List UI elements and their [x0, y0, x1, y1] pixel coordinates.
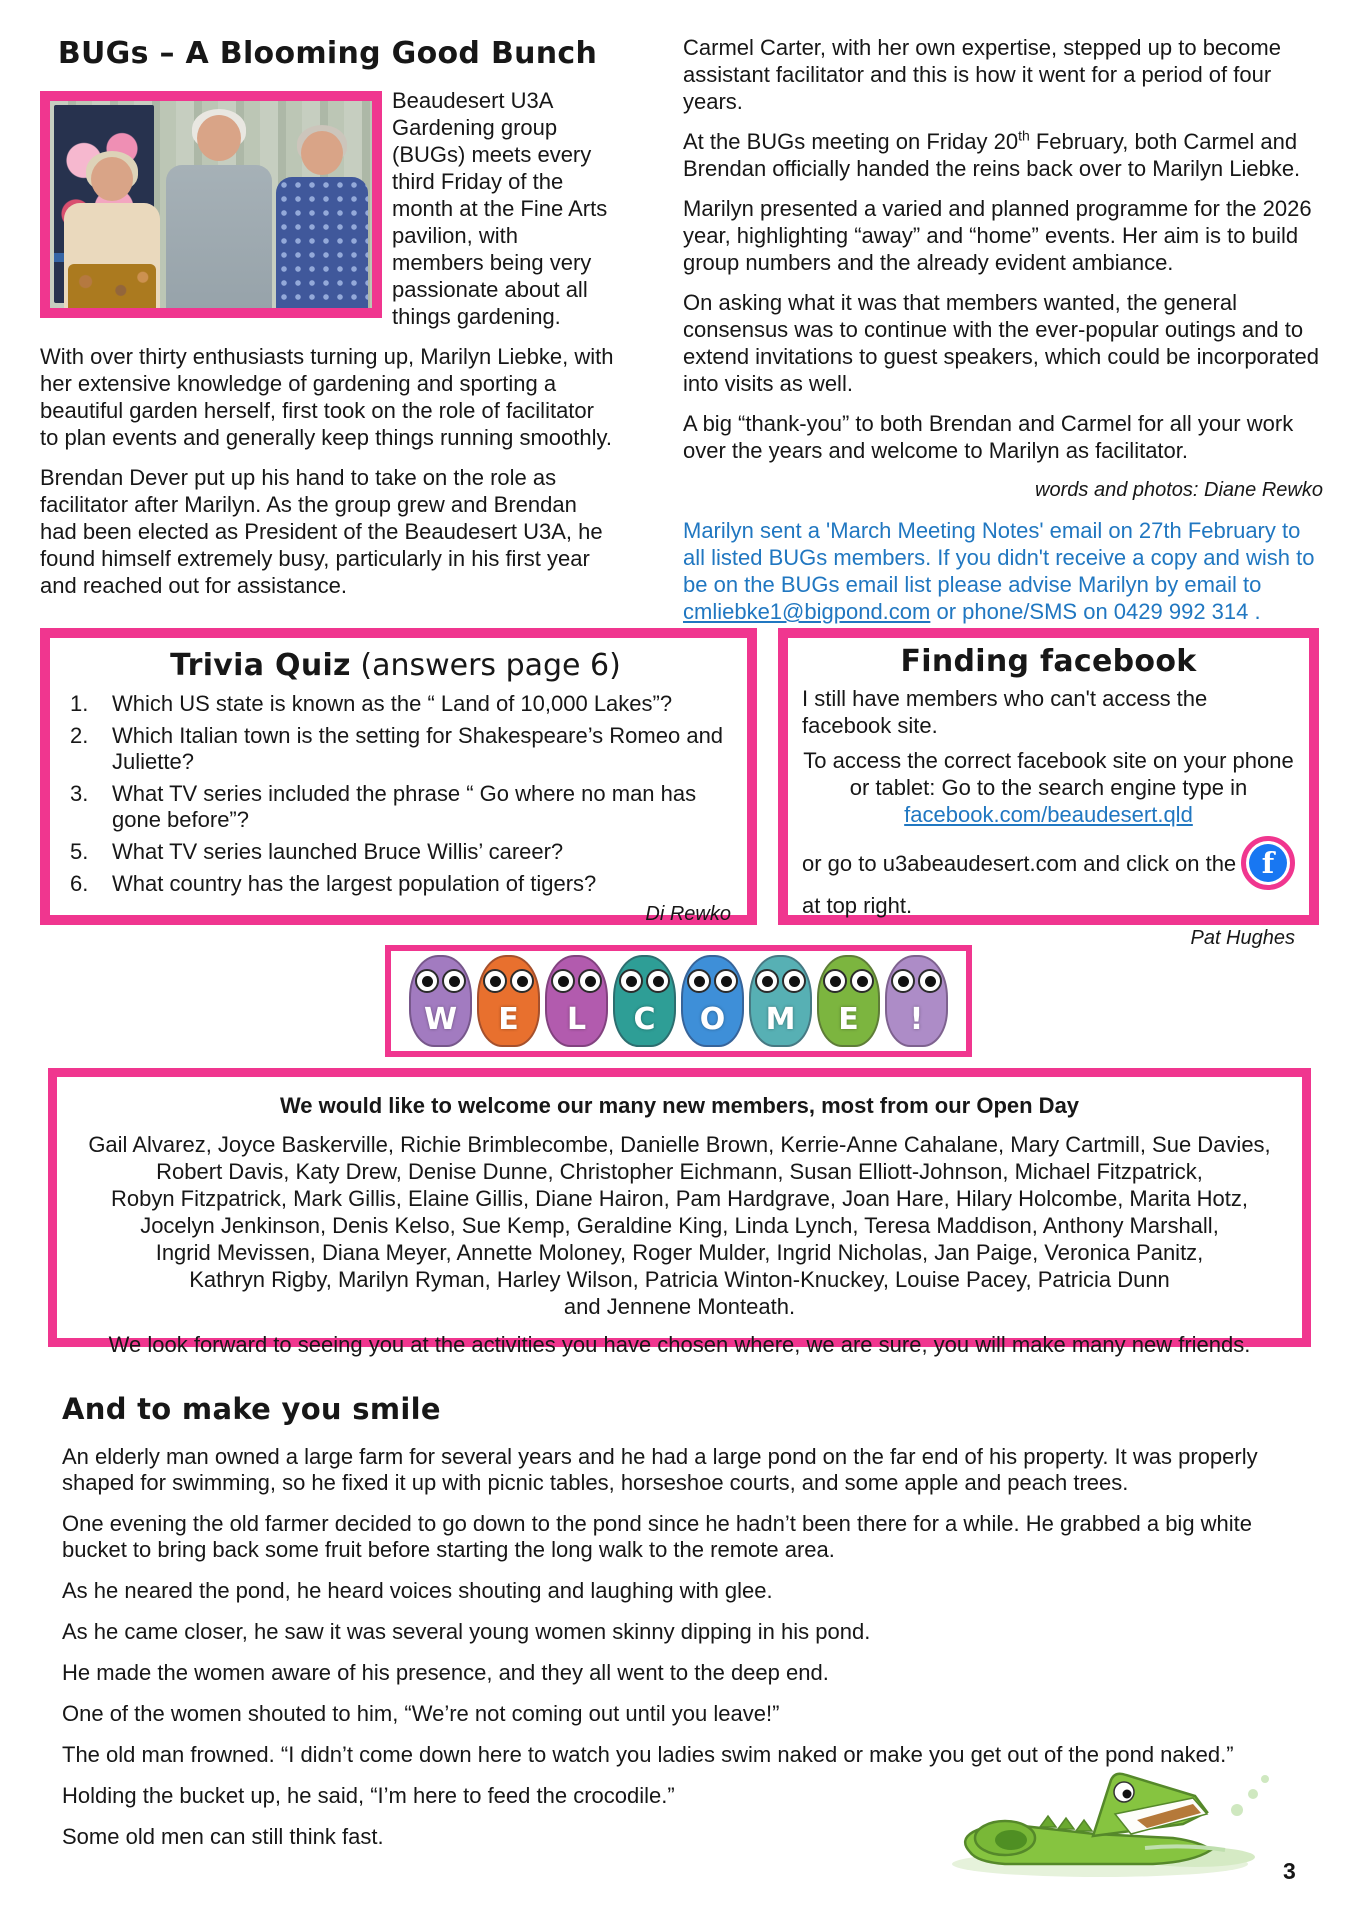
trivia-question-2: 2. Which Italian town is the setting for Shakespeare’s Romeo and Juliette? [70, 723, 724, 774]
bugs-article-right-column [683, 34, 1323, 638]
bugs-paragraph-3: Brendan Dever put up his hand to take on the role as facilitator after Marilyn. As the group grew and Brendan had been elected as President of the Beaudesert U3A, he found himself extremely busy, particularly in his first year and reached out for assistance. [40, 465, 603, 598]
new-members-line-1: Gail Alvarez, Joyce Baskerville, Richie Brimblecombe, Danielle Brown, Kerrie-Anne Cahalane, Mary Cartmill, Sue Davies, [88, 1132, 1271, 1157]
crocodile-image [945, 1752, 1290, 1892]
new-members-heading: We would like to welcome our many new members, most from our Open Day [279, 1093, 1080, 1118]
finding-facebook-title: Finding facebook [900, 644, 1197, 679]
trivia-quiz-box [40, 628, 757, 925]
smile-paragraph-2: One evening the old farmer decided to go down to the pond since he hadn’t been there for a while. He grabbed a big white bucket to bring back some fruit before starting the long walk to the remote area. [62, 1511, 1253, 1562]
smile-paragraph-3: As he neared the pond, he heard voices shouting and laughing with glee. [62, 1578, 773, 1603]
new-members-box [48, 1068, 1311, 1357]
owl-letter-c: C [613, 955, 676, 1047]
bugs-article [40, 36, 615, 612]
new-members-line-3: Robyn Fitzpatrick, Mark Gillis, Elaine Gillis, Diane Hairon, Pam Hardgrave, Joan Hare, Hilary Holcombe, Marita Hotz, [110, 1186, 1249, 1211]
trivia-question-3: 3. What TV series included the phrase “ Go where no man has gone before”? [70, 781, 697, 832]
finding-facebook-box [778, 628, 1319, 949]
page-number: 3 [1283, 1858, 1296, 1884]
new-members-line-5: Ingrid Mevissen, Diana Meyer, Annette Moloney, Roger Mulder, Ingrid Nicholas, Jan Paige, Veronica Panitz, [155, 1240, 1204, 1265]
ordinal-superscript: th [1018, 127, 1030, 144]
facebook-link[interactable]: facebook.com/beaudesert.qld [904, 802, 1193, 827]
right-paragraph-2: At the BUGs meeting on Friday 20th February, both Carmel and Brendan officially handed the reins back over to Marilyn Liebke. [683, 127, 1301, 181]
facebook-icon: f [1241, 836, 1295, 890]
trivia-quiz-title: Trivia Quiz (answers page 6) [170, 648, 621, 683]
trivia-question-1: 1. Which US state is known as the “ Land of 10,000 Lakes”? [70, 691, 673, 716]
new-members-line-6: Kathryn Rigby, Marilyn Ryman, Harley Wilson, Patricia Winton-Knuckey, Louise Pacey, Patricia Dunn [189, 1267, 1170, 1292]
welcome-owls-image [385, 945, 972, 1057]
photo-person-left [64, 155, 160, 308]
owl-letter-l: L [545, 955, 608, 1047]
smile-paragraph-4: As he came closer, he saw it was several young women skinny dipping in his pond. [62, 1619, 871, 1644]
owl-letter-e2: E [817, 955, 880, 1047]
owl-letter-exclaim: ! [885, 955, 948, 1047]
owl-letter-m: M [749, 955, 812, 1047]
facebook-paragraph-3-tail: at top right. [802, 893, 913, 918]
smile-paragraph-9: Some old men can still think fast. [62, 1824, 384, 1849]
photo-credit: words and photos: Diane Rewko [1035, 479, 1323, 501]
email-link[interactable]: cmliebke1@bigpond.com [683, 599, 931, 624]
facebook-credit: Pat Hughes [1190, 927, 1295, 949]
right-paragraph-3: Marilyn presented a varied and planned programme for the 2026 year, highlighting “away” and “home” events. Her aim is to build group numbers and the already evident ambiance. [683, 196, 1312, 275]
new-members-line-2: Robert Davis, Katy Drew, Denise Dunne, Christopher Eichmann, Susan Elliott-Johnson, Michael Fitzpatrick, [156, 1159, 1203, 1184]
trivia-credit: Di Rewko [645, 903, 731, 925]
trivia-question-5: 5. What TV series launched Bruce Willis’ career? [70, 839, 564, 864]
right-paragraph-5: A big “thank-you” to both Brendan and Carmel for all your work over the years and welcome to Marilyn as facilitator. [683, 411, 1294, 463]
bugs-paragraph-2: With over thirty enthusiasts turning up, Marilyn Liebke, with her extensive knowledge of gardening and sporting a beautiful garden herself, first took on the role of facilitator to plan events and generally keep things running smoothly. [40, 344, 614, 450]
smile-paragraph-1: An elderly man owned a large farm for several years and he had a large pond on the far end of his property. It was properly shaped for swimming, so he fixed it up with picnic tables, horseshoe courts, and some apple and peach trees. [62, 1444, 1258, 1495]
bugs-paragraph-1: Beaudesert U3A Gardening group (BUGs) meets every third Friday of the month at the Fine Arts pavilion, with members being very passionate about all things gardening. [392, 88, 608, 329]
owl-letter-e1: E [477, 955, 540, 1047]
smile-paragraph-8: Holding the bucket up, he said, “I’m here to feed the crocodile.” [62, 1783, 675, 1808]
owl-letter-o: O [681, 955, 744, 1047]
right-paragraph-1: Carmel Carter, with her own expertise, stepped up to become assistant facilitator and this is how it went for a period of four years. [683, 35, 1281, 114]
smile-paragraph-5: He made the women aware of his presence, and they all went to the deep end. [62, 1660, 829, 1685]
facebook-paragraph-1: I still have members who can't access the facebook site. [802, 686, 1208, 738]
owl-letter-w: W [409, 955, 472, 1047]
facebook-paragraph-2: To access the correct facebook site on your phone or tablet: Go to the search engine type in facebook.com/beaudesert.qld [803, 748, 1294, 827]
smile-paragraph-6: One of the women shouted to him, “We’re not coming out until you leave!” [62, 1701, 780, 1726]
bugs-group-photo [40, 91, 382, 318]
photo-person-right [276, 129, 368, 308]
bugs-article-title: BUGs – A Blooming Good Bunch [57, 36, 598, 71]
right-paragraph-4: On asking what it was that members wanted, the general consensus was to continue with the ever-popular outings and to extend invitations to guest speakers, which could be incorporated into visits as well. [683, 290, 1319, 396]
facebook-paragraph-3: or go to u3abeaudesert.com and click on the f [802, 836, 1295, 890]
new-members-line-4: Jocelyn Jenkinson, Denis Kelso, Sue Kemp, Geraldine King, Linda Lynch, Teresa Maddison, Anthony Marshall, [140, 1213, 1219, 1238]
new-members-line-7: and Jennene Monteath. [563, 1294, 796, 1319]
bugs-email-notice: Marilyn sent a 'March Meeting Notes' email on 27th February to all listed BUGs members. If you didn't receive a copy and wish to be on the BUGs email list please advise Marilyn by email to cmliebke1@bigpond.com or phone/SMS on 0429 992 314 . [683, 518, 1315, 624]
smile-title: And to make you smile [62, 1392, 441, 1426]
photo-person-middle [166, 113, 272, 308]
new-members-closing: We look forward to seeing you at the activities you have chosen where, we are sure, you will make many new friends. [108, 1332, 1251, 1357]
smile-paragraph-7: The old man frowned. “I didn’t come down here to watch you ladies swim naked or make you get out of the pond naked.” [62, 1742, 1234, 1767]
trivia-question-6: 6. What country has the largest population of tigers? [70, 871, 597, 896]
